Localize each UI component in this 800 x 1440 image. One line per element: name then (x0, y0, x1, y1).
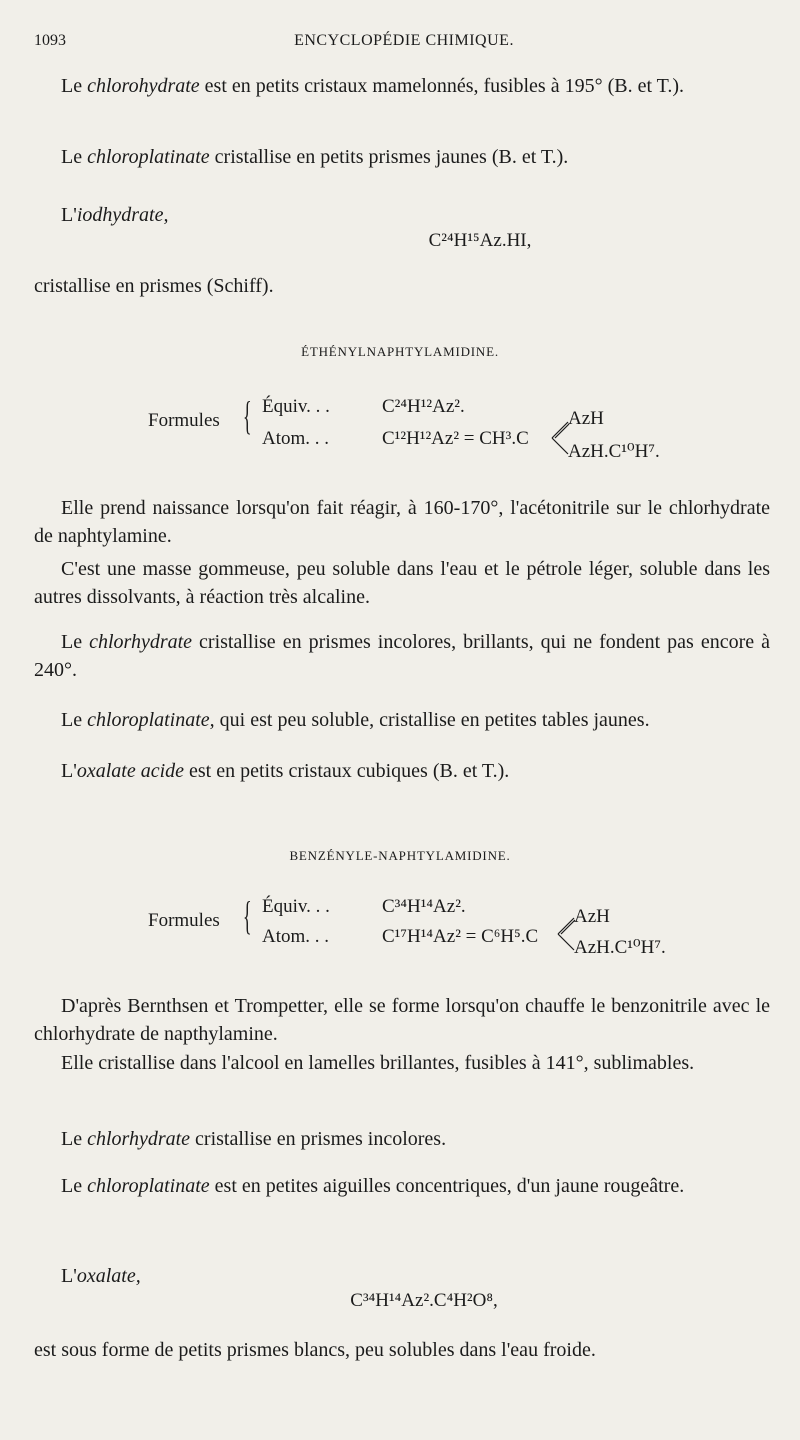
branch-top: AzH (574, 906, 610, 927)
paragraph-benzenyle-5: L'oxalate, (61, 1265, 141, 1287)
paragraph-iodhydrate: L'iodhydrate, (61, 204, 169, 226)
atom-label: Atom. . . (262, 926, 330, 947)
running-title: ENCYCLOPÉDIE CHIMIQUE. (294, 32, 514, 49)
section-title-ethenylnaphtylamidine: ÉTHÉNYLNAPHTYLAMIDINE. (301, 344, 499, 359)
branch-top: AzH (568, 408, 604, 429)
atom-formula: C¹²H¹²Az² = CH³.C (382, 428, 529, 449)
formula-oxalate: C³⁴H¹⁴Az².C⁴H²O⁸, (350, 1290, 498, 1311)
formulas-label: Formules (148, 910, 220, 931)
formulas-label: Formules (148, 410, 220, 431)
paragraph-chlorohydrate: Le chlorohydrate est en petits cristaux mamelonnés, fusibles à 195° (B. et T.). (61, 75, 685, 97)
paragraph-benzenyle-5-rest: est sous forme de petits prismes blancs, peu solubles dans l'eau froide. (34, 1339, 596, 1361)
paragraph-ethenyl-4: Le chloroplatinate, qui est peu soluble, cristallise en petites tables jaunes. (61, 709, 650, 731)
equiv-formula: C²⁴H¹²Az². (382, 396, 465, 417)
paragraph-ethenyl-2: C'est une masse gommeuse, peu soluble dans l'eau et le pétrole léger, soluble dans les autres dissolvants, à réaction très alcaline. (34, 558, 770, 608)
paragraph-benzenyle-4: Le chloroplatinate est en petites aiguilles concentriques, d'un jaune rougeâtre. (61, 1175, 685, 1197)
atom-label: Atom. . . (262, 428, 330, 449)
equiv-label: Équiv. . . (262, 396, 330, 417)
paragraph-ethenyl-5: L'oxalate acide est en petits cristaux cubiques (B. et T.). (61, 760, 510, 782)
paragraph-iodhydrate-rest: cristallise en prismes (Schiff). (34, 275, 274, 297)
paragraph-ethenyl-1: Elle prend naissance lorsqu'on fait réagir, à 160-170°, l'acétonitrile sur le chlorhydrate de naphtylamine. (34, 497, 770, 547)
paragraph-chloroplatinate: Le chloroplatinate cristallise en petits prismes jaunes (B. et T.). (61, 146, 569, 168)
page-number: 1093 (34, 32, 66, 49)
equiv-formula: C³⁴H¹⁴Az². (382, 896, 466, 917)
paragraph-ethenyl-3: Le chlorhydrate cristallise en prismes incolores, brillants, qui ne fondent pas encore à 240°. (34, 631, 770, 681)
formula-iodhydrate: C²⁴H¹⁵Az.HI, (428, 230, 532, 251)
branch-lines (550, 418, 570, 458)
section-title-benzenyle-naphtylamidine: BENZÉNYLE-NAPHTYLAMIDINE. (289, 848, 511, 863)
branch-bottom: AzH.C¹⁰H⁷. (568, 441, 660, 462)
branch-bottom: AzH.C¹⁰H⁷. (574, 937, 666, 958)
paragraph-benzenyle-3: Le chlorhydrate cristallise en prismes incolores. (61, 1128, 447, 1150)
brace: { (243, 893, 252, 938)
branch-lines (556, 914, 576, 954)
page-header (34, 32, 774, 56)
brace: { (243, 393, 252, 438)
formula-block-ethenyl (0, 392, 800, 472)
formula-block-benzenyle (0, 892, 800, 972)
paragraph-benzenyle-1: D'après Bernthsen et Trompetter, elle se forme lorsqu'on chauffe le benzonitrile avec le chlorhydrate de napthylamine. (34, 995, 770, 1045)
paragraph-benzenyle-2: Elle cristallise dans l'alcool en lamelles brillantes, fusibles à 141°, sublimables. (61, 1052, 695, 1074)
atom-formula: C¹⁷H¹⁴Az² = C⁶H⁵.C (382, 926, 539, 947)
equiv-label: Équiv. . . (262, 896, 330, 917)
